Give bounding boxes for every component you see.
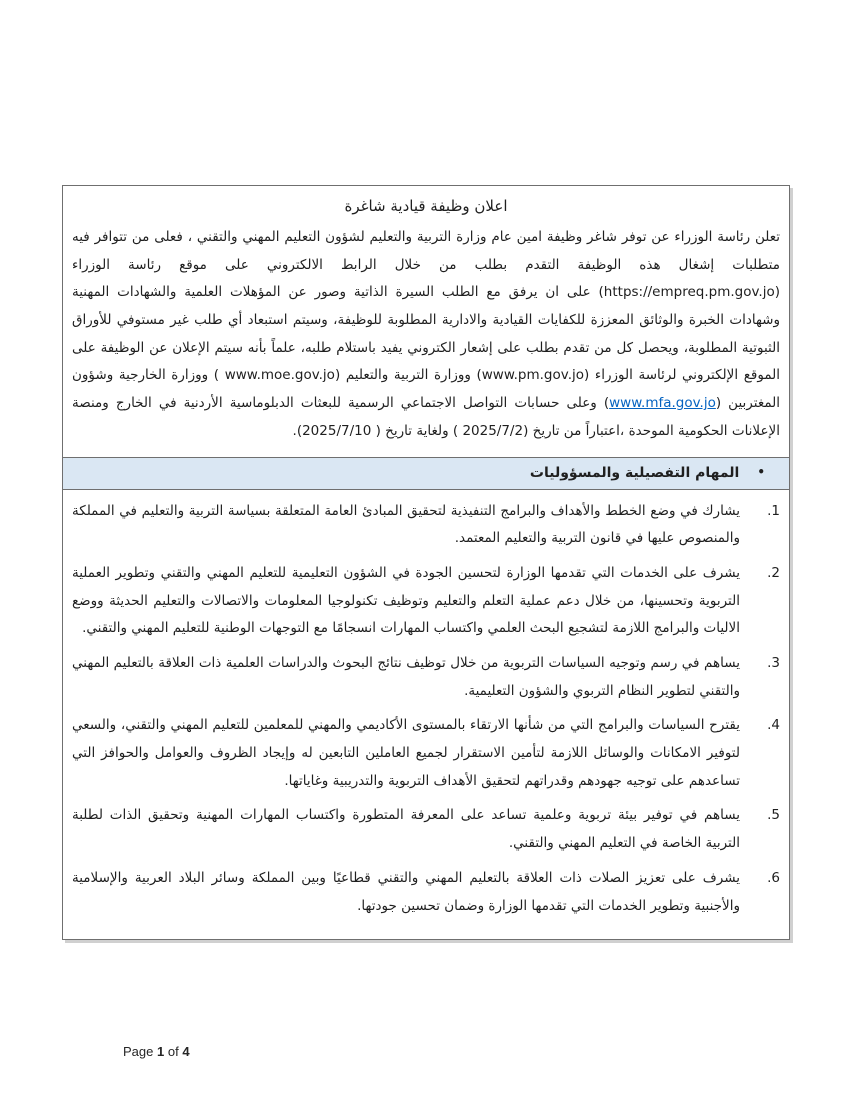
intro-section	[63, 186, 789, 457]
task-number: 5.	[767, 807, 780, 824]
task-number: 2.	[767, 565, 780, 582]
bullet-icon: •	[757, 465, 765, 480]
intro-text-before-link: تعلن رئاسة الوزراء عن توفر شاغر وظيفة امين عام وزارة التربية والتعليم لشؤون التعليم المهني والتقني ، فعلى من تتوافر فيه متطلبات إشغال هذه الوظيفة التقدم بطلب من خلال الرابط الالكتروني على موقع رئاسة الوزراء (https://empreq.pm.gov.jo) على ان يرفق مع الطلب السيرة الذاتية وصور عن المؤهلات العلمية والشهادات المهنية وشهادات الخبرة والوثائق المعززة للكفايات القيادية والادارية المطلوبة للوظيفة، وسيتم استبعاد أي طلب غير مستوفي للأوراق الثبوتية المطلوبة، ويحصل كل من تقدم بطلب على إشعار الكتروني يفيد باستلام طلبه، علماً بأنه سيتم الإعلان عن الوظيفة على الموقع الإلكتروني لرئاسة الوزراء (www.pm.gov.jo) ووزارة التربية والتعليم (www.moe.gov.jo ) ووزارة الخارجية وشؤون المغتربين (	[72, 229, 780, 412]
task-text: يقترح السياسات والبرامج التي من شأنها الارتقاء بالمستوى الأكاديمي والمهني للمعلمين للتعليم المهني والتقني، والسعي لتوفير الامكانات والوسائل اللازمة لتأمين الاستقرار لجميع العاملين التابعين له وإيجاد الظروف والعوامل والحوافز التي تساعدهم على توجيه جهودهم وقدراتهم لتحقيق الأهداف التربوية والتدريبية وغاياتها.	[72, 717, 740, 789]
task-item	[72, 650, 780, 705]
task-number: 3.	[767, 655, 780, 672]
total-pages: 4	[182, 1044, 190, 1059]
section-header-label: المهام التفصيلية والمسؤوليات	[529, 465, 740, 482]
page-number: 1	[157, 1044, 165, 1059]
mfa-website-link[interactable]: www.mfa.gov.jo	[609, 395, 716, 412]
task-text: يساهم في رسم وتوجيه السياسات التربوية من خلال توظيف نتائج البحوث والدراسات العلمية ذات العلاقة بالتعليم المهني والتقني لتطوير النظام التربوي والشؤون التعليمية.	[72, 655, 740, 699]
page-label: Page	[123, 1044, 154, 1059]
intro-paragraph	[72, 224, 780, 445]
task-item	[72, 560, 780, 643]
task-number: 4.	[767, 717, 780, 734]
task-item	[72, 865, 780, 920]
task-text: يشرف على الخدمات التي تقدمها الوزارة لتحسين الجودة في الشؤون التعليمية للتعليم المهني والتقني وتطوير العملية التربوية وتحسينها، من خلال دعم عملية التعلم والتعليم وتوظيف تكنولوجيا المعلومات والاتصالات والتعليم الحديثة ووضع الاليات والبرامج اللازمة لتشجيع البحث العلمي واكتساب المهارات انسجامًا مع التوجهات الوطنية للتعليم المهني والتقني.	[72, 565, 740, 637]
document-title: اعلان وظيفة قيادية شاغرة	[344, 197, 508, 215]
task-text: يساهم في توفير بيئة تربوية وعلمية تساعد على المعرفة المتطورة واكتساب المهارات المهنية وتحقيق الذات لطلبة التربية الخاصة في التعليم المهني والتقني.	[72, 807, 740, 852]
section-header-bar	[63, 457, 789, 489]
task-text: يشارك في وضع الخطط والأهداف والبرامج التنفيذية لتحقيق المبادئ العامة المتعلقة بسياسة التربية والتعليم في المملكة والمنصوص عليها في قانون التربية والتعليم المعتمد.	[72, 502, 740, 547]
task-number: 6.	[767, 869, 780, 886]
task-item	[72, 498, 780, 553]
task-text: يشرف على تعزيز الصلات ذات العلاقة بالتعليم المهني والتقني قطاعيًا وبين المملكة وسائر البلاد العربية والإسلامية والأجنبية وتطوير الخدمات التي تقدمها الوزارة وضمان تحسين جودتها.	[72, 869, 740, 914]
task-item	[72, 802, 780, 857]
document-box	[62, 185, 790, 940]
of-label: of	[167, 1044, 179, 1059]
page-footer	[123, 1044, 190, 1059]
task-number: 1.	[767, 502, 780, 519]
intro-text-after-link: ) وعلى حسابات التواصل الاجتماعي الرسمية للبعثات الدبلوماسية الأردنية في الخارج ومنصة الإعلانات الحكومية الموحدة ،اعتباراً من تاريخ (2025/7/2 ) ولغاية تاريخ ( 2025/7/10).	[72, 395, 780, 439]
tasks-list	[63, 490, 789, 939]
task-item	[72, 712, 780, 795]
